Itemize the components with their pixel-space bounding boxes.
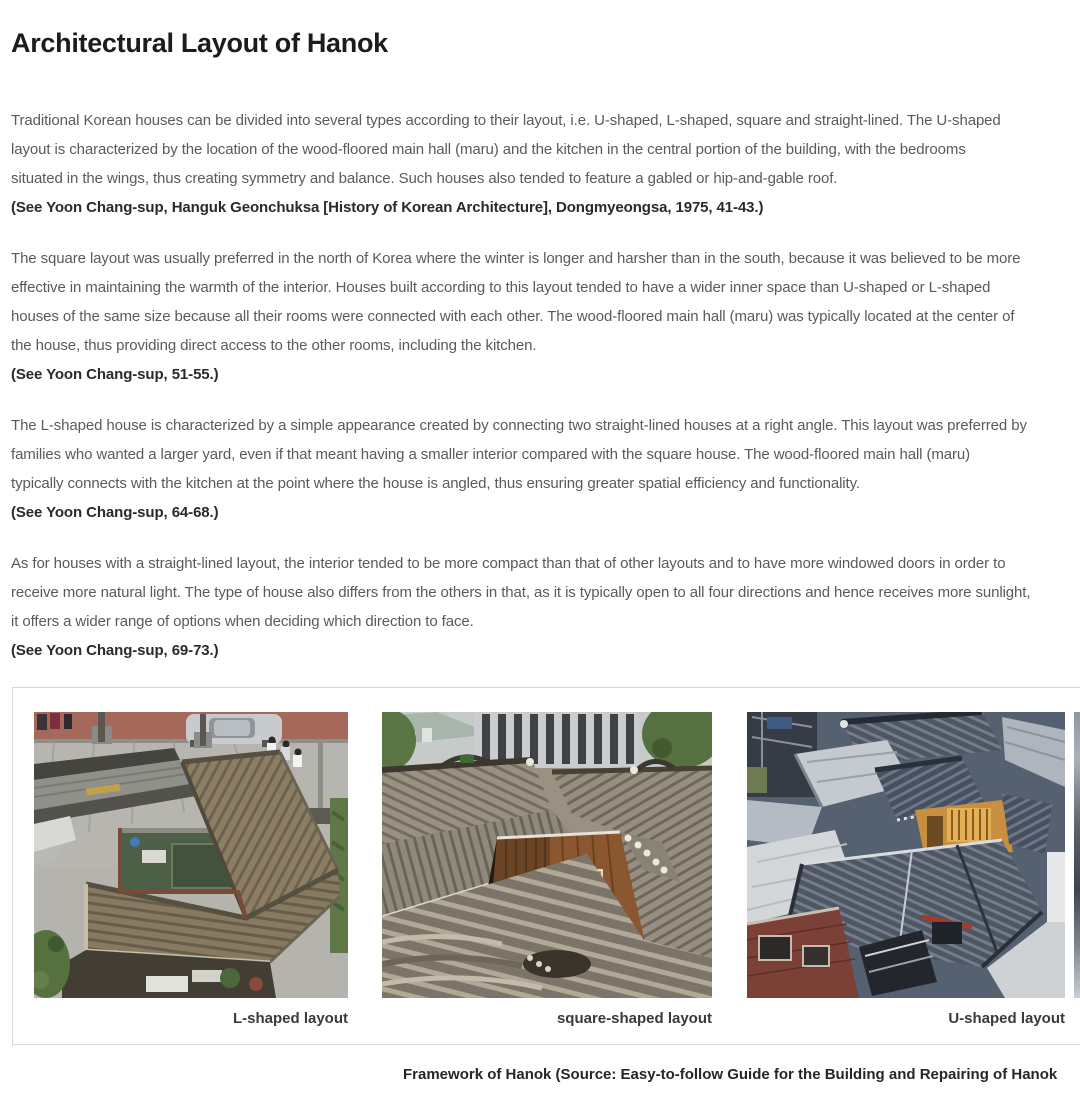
body-text-line: The L-shaped house is characterized by a simple appearance created by connecting two straight-lined houses at a right angle. This layout was preferred by: [11, 417, 1027, 434]
citation-line: (See Yoon Chang-sup, 69-73.): [11, 642, 219, 659]
citation-line: (See Yoon Chang-sup, 64-68.): [11, 504, 219, 521]
body-text-line: typically connects with the kitchen at the point where the house is angled, thus ensuring greater spatial efficiency and functionality.: [11, 475, 860, 492]
aerial-photo-l-shaped-hanok: [34, 712, 348, 998]
body-text-line: the house, thus providing direct access to the other rooms, including the kitchen.: [11, 337, 537, 354]
photo-caption-square-shaped: square-shaped layout: [556, 1010, 712, 1027]
cropped-photo-sliver: [1074, 712, 1080, 998]
paragraph-straight-lined: [11, 549, 1080, 665]
body-text-line: layout is characterized by the location of the wood-floored main hall (maru) and the kitchen in the central portion of the building, with the bedrooms: [11, 141, 966, 158]
aerial-photo-u-shaped-hanok: [747, 712, 1065, 998]
citation-line: (See Yoon Chang-sup, 51-55.): [11, 366, 219, 383]
body-text-line: situated in the wings, thus creating symmetry and balance. Such houses also tended to feature a gabled or hip-and-gable roof.: [11, 170, 838, 187]
photo-caption-l-shaped: L-shaped layout: [232, 1010, 348, 1027]
photo-caption-u-shaped: U-shaped layout: [948, 1010, 1065, 1027]
paragraph-square: [11, 244, 1080, 389]
caption-row: [34, 1009, 1080, 1028]
figure-frame: [12, 687, 1080, 1045]
body-text-line: Traditional Korean houses can be divided into several types according to their layout, i.e. U-shaped, L-shaped, square and straight-lined. The U-shaped: [11, 112, 1001, 129]
body-text-line: families who wanted a larger yard, even if that meant having a smaller interior compared with the square house. The wood-floored main hall (maru): [11, 446, 971, 463]
photo-row: [34, 712, 1080, 998]
citation-line: (See Yoon Chang-sup, Hanguk Geonchuksa [History of Korean Architecture], Dongmyeongsa, 1975, 41-43.): [11, 199, 764, 216]
body-text-line: As for houses with a straight-lined layout, the interior tended to be more compact than that of other layouts and to have more windowed doors in order to: [11, 555, 1006, 572]
photo-l-shaped-layout: [34, 712, 348, 998]
article-body: [0, 26, 1080, 1085]
aerial-photo-square-hanok: [382, 712, 712, 998]
photo-u-shaped-layout: [747, 712, 1065, 998]
paragraph-l-shaped: [11, 411, 1080, 527]
paragraph-u-shaped: [11, 106, 1080, 222]
body-text-line: it offers a wider range of options when deciding which direction to face.: [11, 613, 474, 630]
body-text-line: houses of the same size because all their rooms were connected with each other. The wood-floored main hall (maru) was typically located at the center of: [11, 308, 1015, 325]
body-text-line: receive more natural light. The type of house also differs from the others in that, as it is typically open to all four directions and hence receives more sunlight,: [11, 584, 1031, 601]
figure-source-caption: Framework of Hanok (Source: Easy-to-follow Guide for the Building and Repairing of Hanok: [403, 1066, 1058, 1083]
body-text-line: The square layout was usually preferred in the north of Korea where the winter is longer and harsher than in the south, because it was believed to be more: [11, 250, 1021, 267]
page-title: Architectural Layout of Hanok: [11, 28, 388, 58]
body-text-line: effective in maintaining the warmth of the interior. Houses built according to this layout tended to have a wider inner space than U-shaped or L-shaped: [11, 279, 991, 296]
photo-square-shaped-layout: [382, 712, 712, 998]
